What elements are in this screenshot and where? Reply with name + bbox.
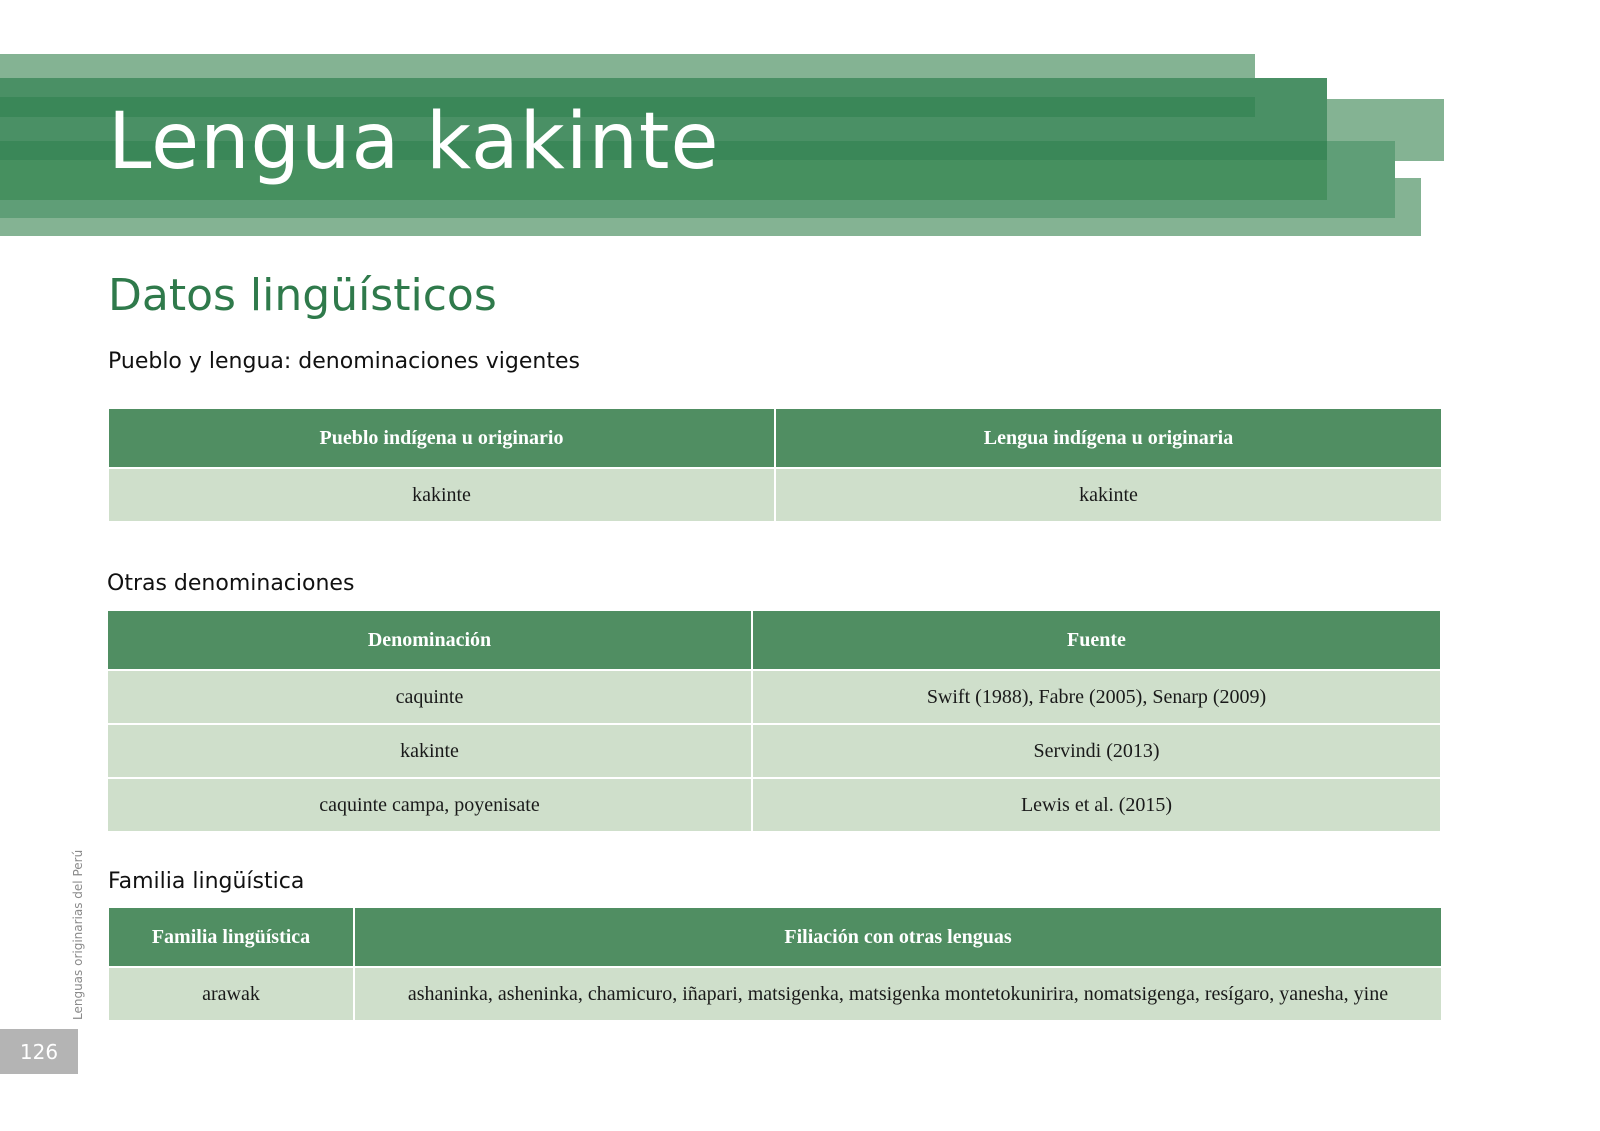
- table-row: [109, 967, 1441, 1020]
- table-cell: ashaninka, asheninka, chamicuro, iñapari, matsigenka, matsigenka montetokunirira, nomatsigenga, resígaro, yanesha, yine: [354, 967, 1441, 1020]
- column-header: Filiación con otras lenguas: [354, 908, 1441, 967]
- denominaciones-vigentes-heading: Pueblo y lengua: denominaciones vigentes: [108, 349, 580, 374]
- otras-denominaciones-heading: Otras denominaciones: [107, 571, 355, 596]
- column-header: Pueblo indígena u originario: [109, 409, 775, 468]
- table-cell: caquinte campa, poyenisate: [108, 778, 752, 831]
- column-header: Familia lingüística: [109, 908, 354, 967]
- table-row: [108, 670, 1440, 724]
- table-cell: Servindi (2013): [752, 724, 1440, 778]
- column-header: Denominación: [108, 611, 752, 670]
- table-row: [109, 468, 1441, 521]
- familia-linguistica-heading: Familia lingüística: [108, 869, 305, 894]
- table-row: [108, 778, 1440, 831]
- table-cell: kakinte: [108, 724, 752, 778]
- table-cell: caquinte: [108, 670, 752, 724]
- column-header: Lengua indígena u originaria: [775, 409, 1441, 468]
- otras-denominaciones-table: [108, 611, 1440, 831]
- column-header: Fuente: [752, 611, 1440, 670]
- table-cell: arawak: [109, 967, 354, 1020]
- table-cell: kakinte: [109, 468, 775, 521]
- table-header-row: [108, 611, 1440, 670]
- table-cell: kakinte: [775, 468, 1441, 521]
- title-banner: [0, 0, 1600, 260]
- table-row: [108, 724, 1440, 778]
- section-title: Datos lingüísticos: [108, 270, 497, 321]
- table-header-row: [109, 908, 1441, 967]
- table-cell: Swift (1988), Fabre (2005), Senarp (2009): [752, 670, 1440, 724]
- page-title: Lengua kakinte: [108, 97, 720, 187]
- banner-stripe: [1327, 141, 1395, 218]
- page-number: 126: [0, 1029, 78, 1074]
- running-footer-label: Lenguas originarias del Perú: [71, 849, 85, 1020]
- table-header-row: [109, 409, 1441, 468]
- denominaciones-vigentes-table: [109, 409, 1441, 521]
- table-cell: Lewis et al. (2015): [752, 778, 1440, 831]
- familia-linguistica-table: [109, 908, 1441, 1020]
